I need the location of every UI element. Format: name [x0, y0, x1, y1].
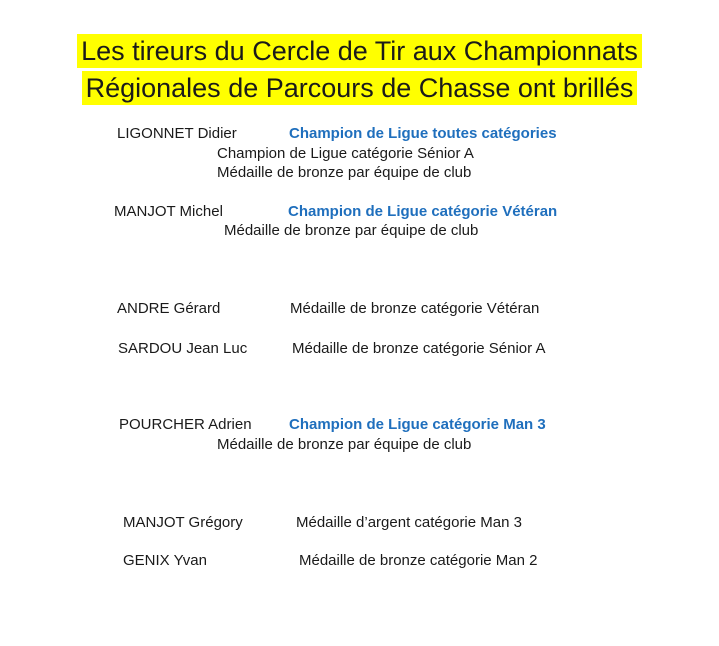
award-line: Médaille de bronze par équipe de club	[217, 436, 472, 453]
title-line-1: Les tireurs du Cercle de Tir aux Championnats	[77, 34, 642, 68]
shooter-name: GENIX Yvan	[123, 552, 207, 569]
award-line: Médaille de bronze par équipe de club	[217, 164, 472, 181]
award-line: Médaille de bronze catégorie Vétéran	[290, 300, 540, 317]
award-line: Médaille de bronze catégorie Man 2	[299, 552, 538, 569]
award-line: Médaille de bronze par équipe de club	[224, 222, 479, 239]
shooter-name: POURCHER Adrien	[119, 416, 252, 433]
championship-title: Champion de Ligue toutes catégories	[289, 125, 557, 142]
shooter-name: MANJOT Grégory	[123, 514, 243, 531]
award-line: Médaille de bronze catégorie Sénior A	[292, 340, 546, 357]
championship-title: Champion de Ligue catégorie Vétéran	[288, 203, 558, 220]
shooter-name: ANDRE Gérard	[117, 300, 221, 317]
page-subtitle	[0, 71, 719, 105]
shooter-name: MANJOT Michel	[114, 203, 223, 220]
shooter-name: SARDOU Jean Luc	[118, 340, 248, 357]
award-line: Médaille d’argent catégorie Man 3	[296, 514, 522, 531]
title-line-2: Régionales de Parcours de Chasse ont brillés	[82, 71, 638, 105]
shooter-name: LIGONNET Didier	[117, 125, 237, 142]
page-title	[0, 34, 719, 68]
championship-title: Champion de Ligue catégorie Man 3	[289, 416, 546, 433]
award-line: Champion de Ligue catégorie Sénior A	[217, 145, 474, 162]
